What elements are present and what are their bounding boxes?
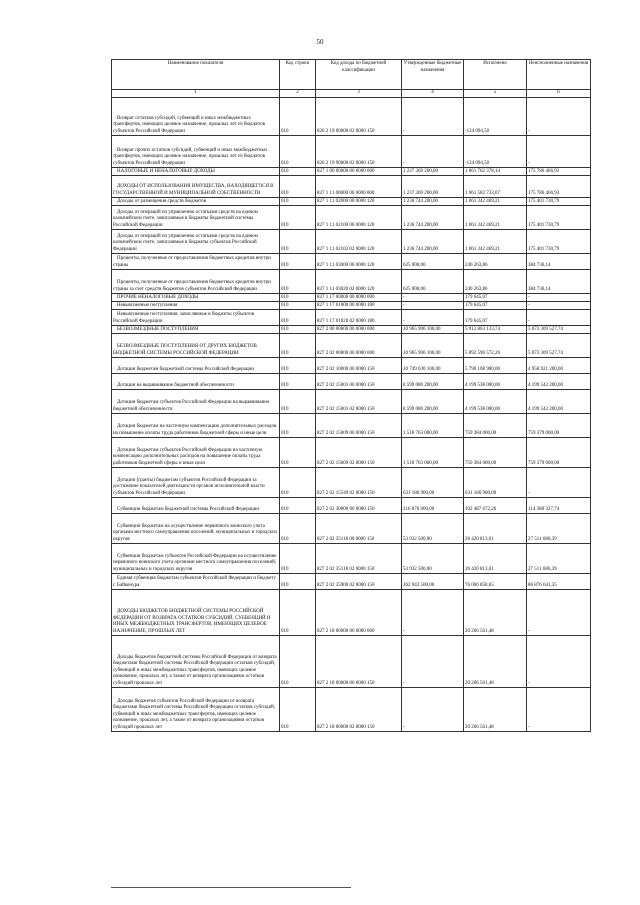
row-unexecuted: 27 511 686,39 [527,514,591,544]
row-unexecuted: 384 736,14 [527,254,591,270]
row-name: Проценты, полученные от предоставления бюджетных кредитов внутри страны [112,254,280,270]
row-line-code: 010 [280,310,316,326]
row-name: Дотации бюджетам бюджетной системы Российской Федерации [112,358,280,374]
row-approved: - [402,136,464,168]
footnote-divider [111,887,351,888]
row-budget-code: 827 2 02 10000 00 0000 150 [316,358,402,374]
row-name: ДОХОДЫ ОТ ИСПОЛЬЗОВАНИЯ ИМУЩЕСТВА, НАХОДЯЩЕГОСЯ В ГОСУДАРСТВЕННОЙ И МУНИЦИПАЛЬНОЙ СОБСТВЕННОСТИ [112,176,280,198]
column-number-row [112,90,591,98]
row-unexecuted: 114 388 327,74 [527,498,591,514]
row-approved: 625 000,00 [402,254,464,270]
row-approved: 1 236 744 200,00 [402,198,464,206]
table-row [112,176,591,198]
row-line-code: 010 [280,230,316,254]
row-approved: 625 000,00 [402,270,464,294]
row-executed: 1 061 342 469,21 [464,230,527,254]
header-budget-code: Код дохода по бюджетной классификации [316,60,402,90]
row-approved: 1 237 369 200,00 [402,168,464,176]
row-line-code: 010 [280,636,316,688]
header-unexecuted: Неисполненные назначения [527,60,591,90]
row-executed: 631 186 900,00 [464,468,527,498]
row-line-code: 010 [280,198,316,206]
row-budget-code: 827 2 18 00000 00 0000 000 [316,590,402,636]
header-line-code: Код строки [280,60,316,90]
row-budget-code: 827 1 17 01000 00 0000 180 [316,302,402,310]
row-executed: 1 061 762 378,14 [464,168,527,176]
row-line-code: 010 [280,294,316,302]
table-row [112,688,591,732]
table-row [112,326,591,334]
row-unexecuted: - [527,688,591,732]
row-executed: -124 094,50 [464,98,527,136]
row-name: Дотации бюджетам субъектов Российской Федерации на частичную компенсацию дополнительных расходов на повышение оплаты труда работников бюджетной сферы и иные цели [112,438,280,468]
row-name: Дотации бюджетам на частичную компенсацию дополнительных расходов на повышение оплаты труда работников бюджетной сферы и иные цели [112,414,280,438]
table-body [112,98,591,732]
row-unexecuted: 5 073 309 527,74 [527,326,591,334]
row-line-code: 010 [280,544,316,574]
row-unexecuted: 175 401 730,79 [527,206,591,230]
row-executed: 1 061 342 469,21 [464,206,527,230]
row-budget-code: 827 1 11 02102 02 0000 120 [316,230,402,254]
row-unexecuted: - [527,590,591,636]
row-budget-code: 827 2 02 35900 02 0000 150 [316,574,402,590]
row-unexecuted: 759 379 000,00 [527,438,591,468]
row-unexecuted: 4 199 542 200,00 [527,390,591,414]
row-executed: 759 384 000,00 [464,438,527,468]
row-budget-code: 827 1 00 00000 00 0000 000 [316,168,402,176]
row-name: Дотации на выравнивание бюджетной обеспеченности [112,374,280,390]
row-budget-code: 827 2 00 00000 00 0000 000 [316,326,402,334]
row-approved: 10 965 906 100,00 [402,326,464,334]
row-line-code: 010 [280,468,316,498]
row-unexecuted: 27 511 686,39 [527,544,591,574]
row-name: Возврат остатков субсидий, субвенций и иных межбюджетных трансфертов, имеющих целевое назначение, прошлых лет из бюджетов субъектов Российской Федерации [112,98,280,136]
row-unexecuted: - [527,302,591,310]
row-unexecuted: 759 379 000,00 [527,414,591,438]
row-name: Субвенции бюджетам субъектов Российской Федерации на осуществление первичного воинского учета органами местного самоуправления поселений, муниципальных и городских округов [112,544,280,574]
row-unexecuted: - [527,98,591,136]
table-row [112,544,591,574]
row-executed: 1 061 342 469,21 [464,198,527,206]
row-name: БЕЗВОЗМЕЗДНЫЕ ПОСТУПЛЕНИЯ ОТ ДРУГИХ БЮДЖЕТОВ БЮДЖЕТНОЙ СИСТЕМЫ РОССИЙСКОЙ ФЕДЕРАЦИИ [112,334,280,358]
row-name: Дотации бюджетам субъектов Российской Федерации на выравнивание бюджетной обеспеченности [112,390,280,414]
row-budget-code: 827 2 02 00000 00 0000 000 [316,334,402,358]
row-budget-code: 827 1 11 03020 02 0000 120 [316,270,402,294]
row-unexecuted: 175 786 466,93 [527,176,591,198]
table-row [112,310,591,326]
row-approved: 53 932 500,00 [402,514,464,544]
row-line-code: 010 [280,326,316,334]
table-row [112,198,591,206]
row-budget-code: 827 2 18 00000 02 0000 150 [316,688,402,732]
table-row [112,334,591,358]
table-row [112,636,591,688]
table-row [112,230,591,254]
row-unexecuted: 175 786 466,93 [527,168,591,176]
row-name: БЕЗВОЗМЕЗДНЫЕ ПОСТУПЛЕНИЯ [112,326,280,334]
row-line-code: 010 [280,438,316,468]
row-name: Невыясненные поступления [112,302,280,310]
row-executed: 759 384 000,00 [464,414,527,438]
row-line-code: 010 [280,302,316,310]
row-executed: 5 892 596 572,26 [464,334,527,358]
row-unexecuted: 4 958 921 200,00 [527,358,591,374]
row-name: Субвенции бюджетам бюджетной системы Российской Федерации [112,498,280,514]
row-name: Дотации (гранты) бюджетам субъектов Российской Федерации за достижение показателей деятельности органов исполнительной власти субъектов Российской Федерации [112,468,280,498]
row-unexecuted: - [527,636,591,688]
row-approved: 8 599 080 200,00 [402,374,464,390]
row-executed: 4 199 538 000,00 [464,390,527,414]
row-budget-code: 827 1 11 00000 00 0000 000 [316,176,402,198]
row-approved: 1 236 744 200,00 [402,206,464,230]
table-row [112,294,591,302]
row-budget-code: 827 2 02 30000 00 0000 150 [316,498,402,514]
row-line-code: 010 [280,498,316,514]
row-name: Доходы от размещения средств бюджетов [112,198,280,206]
row-unexecuted: 5 073 309 527,74 [527,334,591,358]
row-executed: 179 645,07 [464,294,527,302]
row-approved: 1 518 763 000,00 [402,414,464,438]
row-budget-code: 826 2 19 00000 02 0000 150 [316,98,402,136]
row-line-code: 010 [280,590,316,636]
table-row [112,438,591,468]
row-line-code: 010 [280,688,316,732]
table-row [112,98,591,136]
row-budget-code: 827 1 11 02100 00 0000 120 [316,206,402,230]
table-header-row [112,60,591,90]
row-approved: 631 186 900,00 [402,468,464,498]
row-budget-code: 826 2 19 90000 02 0000 150 [316,136,402,168]
table-row [112,206,591,230]
row-budget-code: 827 2 02 35118 02 0000 150 [316,544,402,574]
row-line-code: 010 [280,206,316,230]
row-unexecuted: 175 401 730,79 [527,198,591,206]
row-name: Невыясненные поступления, зачисляемые в бюджеты субъектов Российской Федерации [112,310,280,326]
row-approved: 1 518 763 000,00 [402,438,464,468]
row-line-code: 010 [280,98,316,136]
row-approved: - [402,294,464,302]
table-row [112,136,591,168]
page-number: 50 [316,38,324,46]
header-executed: Исполнено [464,60,527,90]
row-approved: 10 749 030 100,00 [402,358,464,374]
row-approved: - [402,310,464,326]
row-budget-code: 827 1 11 02000 00 0000 120 [316,198,402,206]
row-line-code: 010 [280,374,316,390]
table-row [112,390,591,414]
column-number: 2 [280,90,316,98]
row-budget-code: 827 2 02 15009 02 0000 150 [316,438,402,468]
row-executed: 1 061 582 733,07 [464,176,527,198]
column-number: 4 [402,90,464,98]
row-budget-code: 827 2 02 15549 02 0000 150 [316,468,402,498]
row-line-code: 010 [280,176,316,198]
table-row [112,302,591,310]
row-executed: 102 487 672,26 [464,498,527,514]
table-row [112,468,591,498]
row-unexecuted: 86 876 641,35 [527,574,591,590]
row-name: ПРОЧИЕ НЕНАЛОГОВЫЕ ДОХОДЫ [112,294,280,302]
row-line-code: 010 [280,136,316,168]
row-line-code: 010 [280,168,316,176]
column-number: 6 [527,90,591,98]
row-approved: - [402,98,464,136]
row-line-code: 010 [280,574,316,590]
row-budget-code: 827 1 11 03000 00 0000 120 [316,254,402,270]
row-budget-code: 827 2 02 15001 00 0000 150 [316,374,402,390]
header-approved: Утвержденные бюджетные назначения [402,60,464,90]
column-number: 5 [464,90,527,98]
row-name: Проценты, полученные от предоставления бюджетных кредитов внутри страны за счет средств бюджетов субъектов Российской Федерации [112,270,280,294]
row-approved: - [402,636,464,688]
table-row [112,168,591,176]
row-approved: 216 876 000,00 [402,498,464,514]
row-line-code: 010 [280,334,316,358]
row-line-code: 010 [280,390,316,414]
row-name: ДОХОДЫ БЮДЖЕТОВ БЮДЖЕТНОЙ СИСТЕМЫ РОССИЙСКОЙ ФЕДЕРАЦИИ ОТ ВОЗВРАТА ОСТАТКОВ СУБСИДИЙ, СУБВЕНЦИЙ И ИНЫХ МЕЖБЮДЖЕТНЫХ ТРАНСФЕРТОВ, ИМЕЮЩИХ ЦЕЛЕВОЕ НАЗНАЧЕНИЕ, ПРОШЛЫХ ЛЕТ [112,590,280,636]
row-executed: 26 420 813,61 [464,514,527,544]
row-unexecuted: - [527,136,591,168]
table-row [112,498,591,514]
row-executed: 4 199 538 000,00 [464,374,527,390]
row-line-code: 010 [280,270,316,294]
column-number: 1 [112,90,280,98]
row-executed: 240 263,86 [464,270,527,294]
row-name: НАЛОГОВЫЕ И НЕНАЛОГОВЫЕ ДОХОДЫ [112,168,280,176]
row-executed: 26 420 813,61 [464,544,527,574]
row-name: Доходы от операций по управлению остатками средств на едином казначейском счете, зачисляемые в бюджеты субъектов Российской Федерации [112,230,280,254]
row-executed: 20 266 561,48 [464,636,527,688]
table-row [112,270,591,294]
row-executed: 5 912 863 133,74 [464,326,527,334]
row-approved: 1 237 369 200,00 [402,176,464,198]
header-name: Наименование показателя [112,60,280,90]
row-unexecuted: 175 401 730,79 [527,230,591,254]
row-executed: 179 645,07 [464,310,527,326]
row-budget-code: 827 2 02 15001 02 0000 150 [316,390,402,414]
row-name: Доходы бюджетов субъектов Российской Федерации от возврата бюджетами бюджетной системы Российской Федерации остатков субсидий, субвенций и иных межбюджетных трансфертов, имеющих целевое назначение, прошлых лет, а также от возврата организациями остатков субсидий прошлых лет [112,688,280,732]
table-row [112,374,591,390]
table-row [112,254,591,270]
revenue-report-table [111,59,591,732]
row-unexecuted: - [527,468,591,498]
row-budget-code: 827 2 02 15009 00 0000 150 [316,414,402,438]
row-approved: - [402,590,464,636]
row-approved: 10 965 906 100,00 [402,334,464,358]
table-row [112,590,591,636]
row-budget-code: 827 2 02 35118 00 0000 150 [316,514,402,544]
row-name: Доходы от операций по управлению остатками средств на едином казначейском счете, зачисляемые в бюджеты бюджетной системы Российской Федерации [112,206,280,230]
row-executed: 240 263,86 [464,254,527,270]
row-executed: 179 645,07 [464,302,527,310]
row-name: Субвенции бюджетам на осуществление первичного воинского учета органами местного самоуправления поселений, муниципальных и городских округов [112,514,280,544]
row-executed: 20 266 561,48 [464,590,527,636]
row-budget-code: 827 1 17 01020 02 0000 180 [316,310,402,326]
row-approved: 53 932 500,00 [402,544,464,574]
row-line-code: 010 [280,254,316,270]
row-executed: 5 790 108 900,00 [464,358,527,374]
row-line-code: 010 [280,358,316,374]
row-unexecuted: 384 736,14 [527,270,591,294]
row-approved: 162 943 500,00 [402,574,464,590]
row-approved: - [402,302,464,310]
table-row [112,574,591,590]
table-row [112,514,591,544]
row-budget-code: 827 1 17 00000 00 0000 000 [316,294,402,302]
column-number: 3 [316,90,402,98]
row-name: Доходы бюджетов бюджетной системы Российской Федерации от возврата бюджетами бюджетной системы Российской Федерации остатков субсидий, субвенций и иных межбюджетных трансфертов, имеющих целевое назначение, прошлых лет, а также от возврата организациями остатков субсидий прошлых лет [112,636,280,688]
row-approved: 8 599 080 200,00 [402,390,464,414]
row-approved: 1 236 744 200,00 [402,230,464,254]
row-approved: - [402,688,464,732]
row-budget-code: 827 2 18 00000 00 0000 150 [316,636,402,688]
row-name: Единая субвенция бюджетам субъектов Российской Федерации и бюджету г. Байконура [112,574,280,590]
row-unexecuted: 4 199 542 200,00 [527,374,591,390]
row-executed: 20 266 561,48 [464,688,527,732]
row-name: Возврат прочих остатков субсидий, субвенций и иных межбюджетных трансфертов, имеющих целевое назначение, прошлых лет из бюджетов субъектов Российской Федерации [112,136,280,168]
row-unexecuted: - [527,310,591,326]
table-row [112,358,591,374]
table-row [112,414,591,438]
row-line-code: 010 [280,414,316,438]
row-line-code: 010 [280,514,316,544]
row-executed: -124 094,50 [464,136,527,168]
row-unexecuted: - [527,294,591,302]
row-executed: 76 066 858,65 [464,574,527,590]
